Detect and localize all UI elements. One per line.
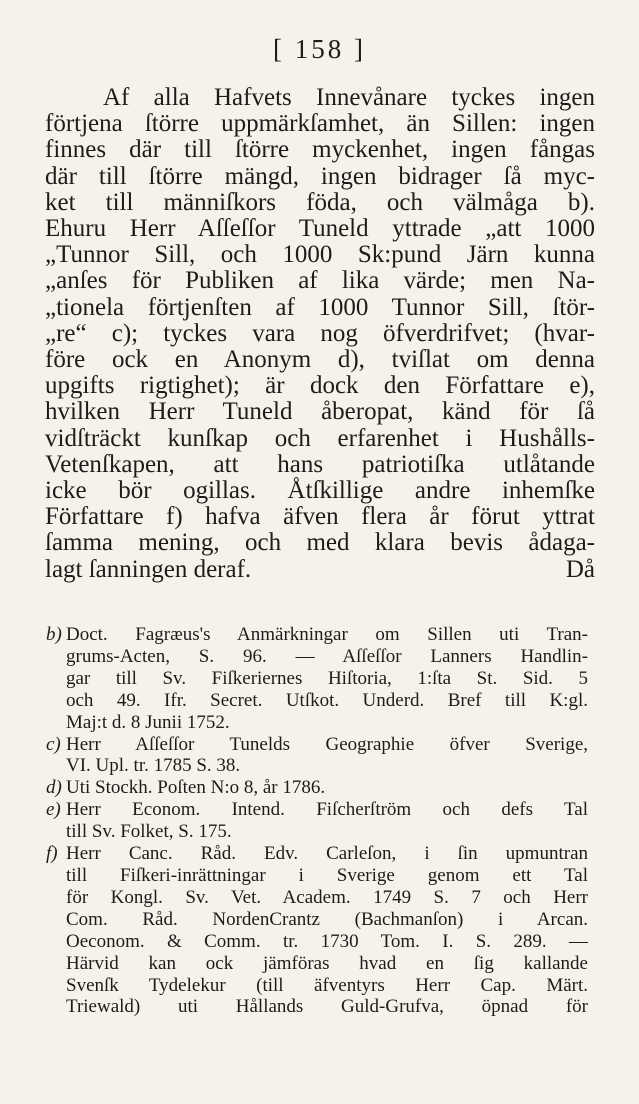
footnote-line: Oeconom. & Comm. tr. 1730 Tom. I. S. 289. — xyxy=(66,930,588,952)
footnote-line: grums-Acten, S. 96. — Aſſeſſor Lanners Handlin- xyxy=(66,645,588,667)
main-text xyxy=(45,85,595,583)
footnote-line: Härvid kan ock jämföras hvad en ſig kallande xyxy=(66,952,588,974)
footnote-line: Herr Canc. Råd. Edv. Carleſon, i ſin upmuntran xyxy=(66,843,588,865)
footnote-line: Herr Aſſeſſor Tunelds Geographie öfver Sverige, xyxy=(66,733,588,755)
text-line: ſamma mening, och med klara bevis ådaga- xyxy=(45,529,595,557)
footnote-marker: d) xyxy=(46,777,62,799)
footnote-line: Uti Stockh. Poſten N:o 8, år 1786. xyxy=(66,777,326,799)
text-line: före ock en Anonym d), tviſlat om denna xyxy=(45,346,595,374)
footnote-line: till Fiſkeri-inrättningar i Sverige genom ett Tal xyxy=(66,864,588,886)
text-line: Ehuru Herr Aſſeſſor Tuneld yttrade „att 1000 xyxy=(45,215,595,243)
footnote-line: Svenſk Tydelekur (till äfventyrs Herr Cap. Märt. xyxy=(66,974,588,996)
text-line: där till ſtörre mängd, ingen bidrager ſå myc- xyxy=(45,162,595,190)
footnote-line: Com. Råd. NordenCrantz (Bachmanſon) i Arcan. xyxy=(66,908,588,930)
footnote-marker: b) xyxy=(46,624,62,645)
text-line: förtjena ſtörre uppmärkſamhet, än Sillen: ingen xyxy=(45,110,595,138)
text-line: lagt ſanningen deraf. xyxy=(45,555,252,583)
text-line: Författare f) hafva äfven flera år förut yttrat xyxy=(45,503,595,531)
page-number: [ 158 ] xyxy=(273,34,366,64)
footnote-f xyxy=(46,843,588,1018)
text-line: icke bör ogillas. Åtſkillige andre inhemſke xyxy=(45,477,595,505)
footnote-line: för Kongl. Sv. Vet. Academ. 1749 S. 7 och Herr xyxy=(66,886,588,908)
text-line: finnes där till ſtörre myckenhet, ingen fångas xyxy=(45,136,595,164)
text-line: ket till männiſkors föda, och välmåga b). xyxy=(45,188,595,216)
footnote-line: Herr Econom. Intend. Fiſcherſtröm och defs Tal xyxy=(66,799,588,821)
text-line: upgifts rigtighet); är dock den Författare e), xyxy=(45,372,595,400)
text-line: Af alla Hafvets Innevånare tyckes ingen xyxy=(103,84,595,111)
footnote-marker: f) xyxy=(46,843,58,865)
text-line: hvilken Herr Tuneld åberopat, känd för ſå xyxy=(45,398,595,426)
catchword: Då xyxy=(565,555,595,583)
footnote-marker: e) xyxy=(46,799,61,821)
text-line: „re“ c); tyckes vara nog öfverdrifvet; (hvar- xyxy=(45,319,595,347)
text-line: „anſes för Publiken af lika värde; men Na- xyxy=(45,267,595,295)
footnote-e xyxy=(46,799,588,843)
text-line: vidſträckt kunſkap och erfarenhet i Hushålls- xyxy=(45,424,595,452)
footnote-line: och 49. Ifr. Secret. Utſkot. Underd. Bref till K:gl. xyxy=(66,689,588,711)
footnote-d xyxy=(46,777,588,799)
footnote-marker: c) xyxy=(46,733,61,755)
footnote-b xyxy=(46,624,588,734)
text-line-last xyxy=(45,557,595,583)
text-line: „tionela förtjenſten af 1000 Tunnor Sill, ſtör- xyxy=(45,293,595,321)
footnote-line: Maj:t d. 8 Junii 1752. xyxy=(66,711,230,733)
footnote-line: gar till Sv. Fiſkeriernes Hiſtoria, 1:ſta St. Sid. 5 xyxy=(66,667,588,689)
footnotes xyxy=(46,624,588,1018)
text-line: „Tunnor Sill, och 1000 Sk:pund Järn kunna xyxy=(45,241,595,269)
footnote-line: Triewald) uti Hållands Guld-Grufva, öpnad för xyxy=(66,996,588,1018)
text-line: Vetenſkapen, att hans patriotiſka utlåtande xyxy=(45,450,595,478)
footnote-line: Doct. Fagræus's Anmärkningar om Sillen uti Tran- xyxy=(66,624,588,645)
footnote-c xyxy=(46,733,588,778)
footnote-line: till Sv. Folket, S. 175. xyxy=(66,821,232,843)
footnote-line: VI. Upl. tr. 1785 S. 38. xyxy=(66,755,241,777)
